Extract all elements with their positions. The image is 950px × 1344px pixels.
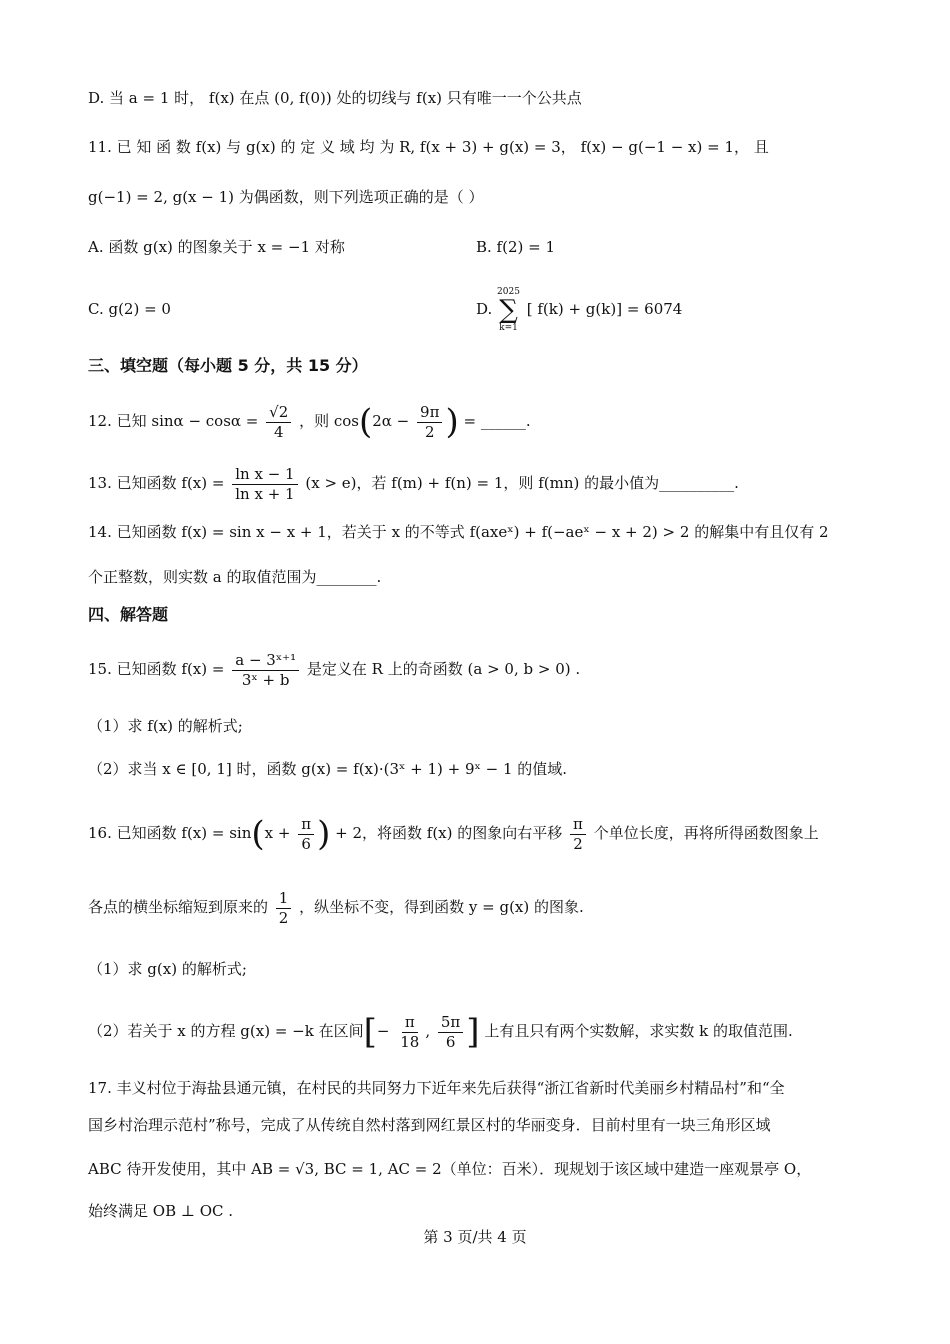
q12-fraction-sqrt2-over-4 bbox=[266, 403, 291, 442]
question-17-line4: 始终满足 OB ⊥ OC . bbox=[88, 1202, 234, 1220]
question-11-line2: g(−1) = 2, g(x − 1) 为偶函数，则下列选项正确的是（ ） bbox=[88, 188, 484, 206]
frac-den: 6 bbox=[445, 1032, 456, 1051]
q12-end: = ______. bbox=[463, 412, 531, 430]
big-right-bracket: ] bbox=[466, 1012, 480, 1052]
q16-2-fraction-pi-over-18 bbox=[397, 1013, 422, 1052]
question-15-part2: （2）求当 x ∈ [0, 1] 时，函数 g(x) = f(x)·(3ˣ + 1) + 9ˣ − 1 的值域. bbox=[88, 760, 568, 778]
section-3-heading: 三、填空题（每小题 5 分，共 15 分） bbox=[88, 356, 368, 375]
question-14-line1: 14. 已知函数 f(x) = sin x − x + 1，若关于 x 的不等式 f(axeˣ) + f(−aeˣ − x + 2) > 2 的解集中有且仅有 2 bbox=[88, 523, 829, 541]
q12-fraction-9pi-over-2 bbox=[417, 403, 442, 442]
frac-num: ln x − 1 bbox=[232, 465, 297, 485]
q15-fraction bbox=[232, 651, 299, 690]
q16-mid: + 2，将函数 f(x) 的图象向右平移 bbox=[335, 824, 563, 842]
frac-num: π bbox=[570, 815, 586, 835]
q16-prefix: 16. 已知函数 f(x) = sin bbox=[88, 824, 252, 842]
question-16-part2 bbox=[88, 1006, 793, 1056]
question-11-line1: 11. 已 知 函 数 f(x) 与 g(x) 的 定 义 域 均 为 R, f(x + 3) + g(x) = 3， f(x) − g(−1 − x) = 1， 且 bbox=[88, 138, 769, 156]
question-12 bbox=[88, 396, 531, 446]
question-17-line2: 国乡村治理示范村”称号，完成了从传统自然村落到网红景区村的华丽变身．目前村里有一块三角形区域 bbox=[88, 1116, 771, 1134]
q16-end: 个单位长度，再将所得函数图象上 bbox=[593, 824, 819, 842]
question-15 bbox=[88, 646, 580, 692]
frac-num: a − 3ˣ⁺¹ bbox=[232, 651, 299, 671]
big-left-paren: ( bbox=[251, 814, 265, 854]
q16-fraction-pi-over-6 bbox=[298, 815, 314, 854]
frac-num: 1 bbox=[276, 889, 292, 909]
q16-2-prefix: （2）若关于 x 的方程 g(x) = −k 在区间 bbox=[88, 1022, 364, 1040]
option-b-q11: B. f(2) = 1 bbox=[476, 238, 556, 256]
frac-num: 9π bbox=[417, 403, 442, 423]
sum-lower-limit: k=1 bbox=[499, 323, 518, 333]
q16-arg: x + bbox=[264, 824, 291, 842]
q16-fraction-pi-over-2 bbox=[570, 815, 586, 854]
question-14-line2: 个正整数，则实数 a 的取值范围为________. bbox=[88, 568, 382, 586]
option-c-q11: C. g(2) = 0 bbox=[88, 300, 171, 318]
frac-den: 3ˣ + b bbox=[241, 670, 290, 689]
sigma-glyph: ∑ bbox=[499, 295, 518, 325]
big-right-paren: ) bbox=[445, 402, 459, 442]
q16-2-end: 上有且只有两个实数解，求实数 k 的取值范围. bbox=[484, 1022, 793, 1040]
option-d-q11 bbox=[476, 284, 682, 334]
q13-end: (x > e)，若 f(m) + f(n) = 1，则 f(mn) 的最小值为__________. bbox=[305, 474, 739, 492]
q16b-prefix: 各点的横坐标缩短到原来的 bbox=[88, 898, 269, 916]
question-16-line2 bbox=[88, 882, 584, 932]
sum-upper-limit: 2025 bbox=[497, 287, 520, 297]
big-right-paren: ) bbox=[317, 814, 331, 854]
frac-den: 2 bbox=[278, 908, 289, 927]
q12-mid: ，则 cos bbox=[299, 412, 359, 430]
question-13 bbox=[88, 460, 739, 506]
frac-den: 2 bbox=[424, 422, 435, 441]
frac-den: 4 bbox=[273, 422, 284, 441]
frac-num: √2 bbox=[266, 403, 291, 423]
q13-fraction bbox=[232, 465, 297, 504]
q16b-fraction-one-half bbox=[276, 889, 292, 928]
frac-num: π bbox=[402, 1013, 418, 1033]
question-16-line1 bbox=[88, 808, 819, 858]
question-17-line3: ABC 待开发使用，其中 AB = √3, BC = 1, AC = 2（单位：百米）．现规划于该区域中建造一座观景亭 O， bbox=[88, 1160, 812, 1178]
q16-2-fraction-5pi-over-6 bbox=[438, 1013, 463, 1052]
option-d-q10: D. 当 a = 1 时， f(x) 在点 (0, f(0)) 处的切线与 f(x) 只有唯一一个公共点 bbox=[88, 89, 582, 107]
section-4-heading: 四、解答题 bbox=[88, 605, 169, 624]
minus-sign: − bbox=[376, 1022, 390, 1040]
q15-end: 是定义在 R 上的奇函数 (a > 0, b > 0) . bbox=[306, 660, 581, 678]
q16b-end: ，纵坐标不变，得到函数 y = g(x) 的图象. bbox=[299, 898, 584, 916]
option-d-label: D. bbox=[476, 300, 493, 318]
frac-den: 6 bbox=[301, 834, 311, 853]
frac-num: π bbox=[298, 815, 314, 835]
big-left-paren: ( bbox=[358, 402, 373, 442]
question-17-line1: 17. 丰义村位于海盐县通元镇，在村民的共同努力下近年来先后获得“浙江省新时代美丽乡村精品村”和“全 bbox=[88, 1079, 785, 1097]
summation-symbol bbox=[497, 287, 520, 333]
frac-den: 2 bbox=[573, 834, 583, 853]
q12-arg: 2α − bbox=[372, 412, 410, 430]
frac-num: 5π bbox=[438, 1013, 463, 1033]
frac-den: 18 bbox=[400, 1032, 420, 1051]
question-15-part1: （1）求 f(x) 的解析式; bbox=[88, 717, 243, 735]
option-a-q11: A. 函数 g(x) 的图象关于 x = −1 对称 bbox=[88, 238, 345, 256]
q13-prefix: 13. 已知函数 f(x) = bbox=[88, 474, 225, 492]
big-left-bracket: [ bbox=[363, 1012, 377, 1052]
sum-expression: [ f(k) + g(k)] = 6074 bbox=[526, 300, 683, 318]
q12-prefix: 12. 已知 sinα − cosα = bbox=[88, 412, 259, 430]
q15-prefix: 15. 已知函数 f(x) = bbox=[88, 660, 225, 678]
question-16-part1: （1）求 g(x) 的解析式; bbox=[88, 960, 247, 978]
frac-den: ln x + 1 bbox=[235, 484, 295, 503]
page-footer: 第 3 页/共 4 页 bbox=[423, 1228, 527, 1246]
comma: , bbox=[425, 1022, 431, 1040]
